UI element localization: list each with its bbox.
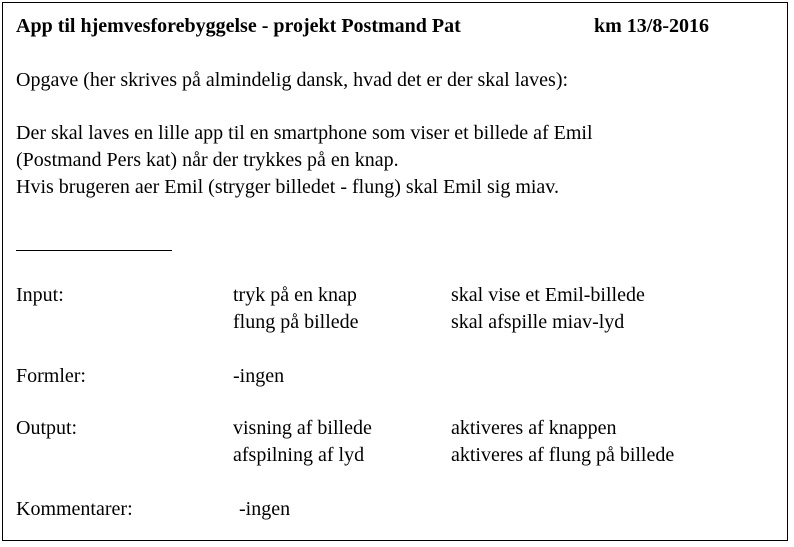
document-title: App til hjemvesforebyggelse - projekt Postmand Pat (16, 15, 461, 37)
task-line-3: Hvis brugeren aer Emil (stryger billedet - flung) skal Emil sig miav. (16, 176, 560, 198)
output-result-2: aktiveres af flung på billede (451, 444, 675, 466)
input-action-2: flung på billede (233, 311, 359, 333)
output-label: Output: (16, 417, 78, 439)
formler-value: -ingen (233, 365, 285, 387)
task-intro: Opgave (her skrives på almindelig dansk, hvad det er der skal laves): (16, 69, 569, 91)
author-date: km 13/8-2016 (594, 15, 709, 37)
kommentarer-label: Kommentarer: (16, 498, 133, 520)
kommentarer-value: -ingen (239, 498, 291, 520)
input-result-1: skal vise et Emil-billede (451, 284, 645, 306)
output-result-1: aktiveres af knappen (451, 417, 617, 439)
separator-line (16, 250, 172, 251)
input-label: Input: (16, 284, 64, 306)
output-action-1: visning af billede (233, 417, 372, 439)
output-action-2: afspilning af lyd (233, 444, 365, 466)
task-line-2: (Postmand Pers kat) når der trykkes på en knap. (16, 149, 399, 171)
formler-label: Formler: (16, 365, 86, 387)
input-action-1: tryk på en knap (233, 284, 357, 306)
task-line-1: Der skal laves en lille app til en smartphone som viser et billede af Emil (16, 122, 593, 144)
input-result-2: skal afspille miav-lyd (451, 311, 625, 333)
